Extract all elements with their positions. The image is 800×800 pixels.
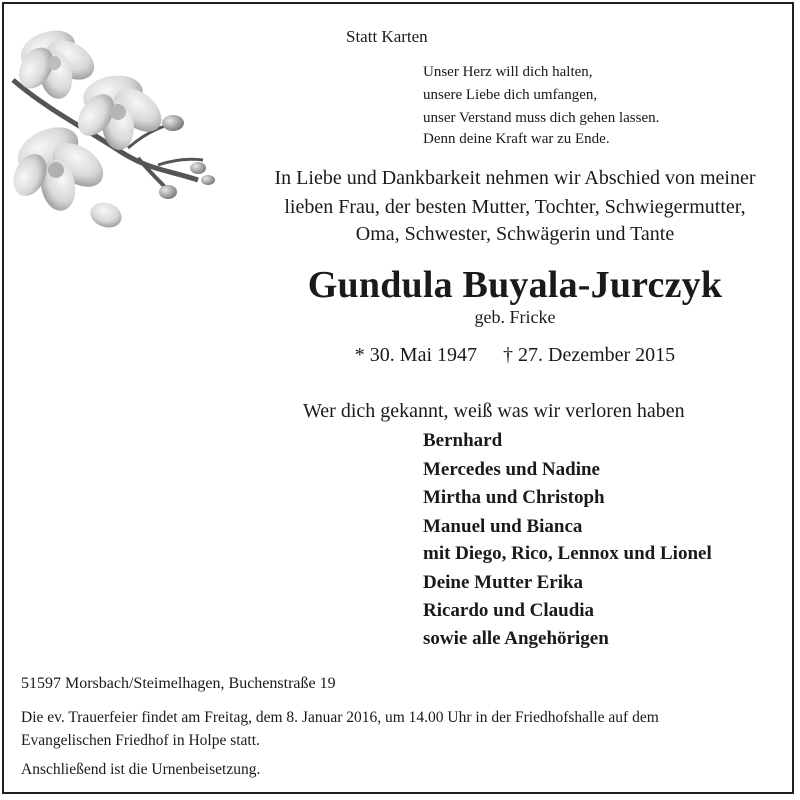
poem-line-2: unsere Liebe dich umfangen, <box>423 87 598 103</box>
deceased-name: Gundula Buyala-Jurczyk <box>307 264 723 306</box>
life-dates <box>230 344 800 367</box>
mourner-2: Mercedes und Nadine <box>423 459 600 480</box>
orchid-branch-icon <box>8 20 218 235</box>
service-info-line-2: Evangelischen Friedhof in Holpe statt. <box>21 732 260 749</box>
mourner-1: Bernhard <box>423 430 503 451</box>
burial-info: Anschließend ist die Urnenbeisetzung. <box>21 761 261 778</box>
death-date: † 27. Dezember 2015 <box>503 344 676 366</box>
poem-line-4: Denn deine Kraft war zu Ende. <box>423 131 610 147</box>
service-info-line-1: Die ev. Trauerfeier findet am Freitag, dem 8. Januar 2016, um 14.00 Uhr in der Friedhofshalle auf dem <box>21 709 659 726</box>
poem-line-1: Unser Herz will dich halten, <box>423 64 593 80</box>
mourner-5: mit Diego, Rico, Lennox und Lionel <box>423 543 712 564</box>
mourner-7: Ricardo und Claudia <box>423 600 595 621</box>
mourner-6: Deine Mutter Erika <box>423 572 584 593</box>
maiden-name: geb. Fricke <box>474 307 556 327</box>
intro-line-3: Oma, Schwester, Schwägerin und Tante <box>355 223 675 245</box>
birth-date: * 30. Mai 1947 <box>354 344 478 366</box>
mourner-4: Manuel und Bianca <box>423 516 583 537</box>
poem-line-3: unser Verstand muss dich gehen lassen. <box>423 110 660 126</box>
motto-line: Wer dich gekannt, weiß was wir verloren haben <box>303 400 685 422</box>
intro-line-2: lieben Frau, der besten Mutter, Tochter, Schwiegermutter, <box>284 196 746 218</box>
mourner-3: Mirtha und Christoph <box>423 487 605 508</box>
address-line: 51597 Morsbach/Steimelhagen, Buchenstraße 19 <box>21 675 336 692</box>
mourner-8: sowie alle Angehörigen <box>423 628 609 649</box>
intro-line-1: In Liebe und Dankbarkeit nehmen wir Abschied von meiner <box>274 167 756 189</box>
statt-karten-label: Statt Karten <box>346 27 428 46</box>
